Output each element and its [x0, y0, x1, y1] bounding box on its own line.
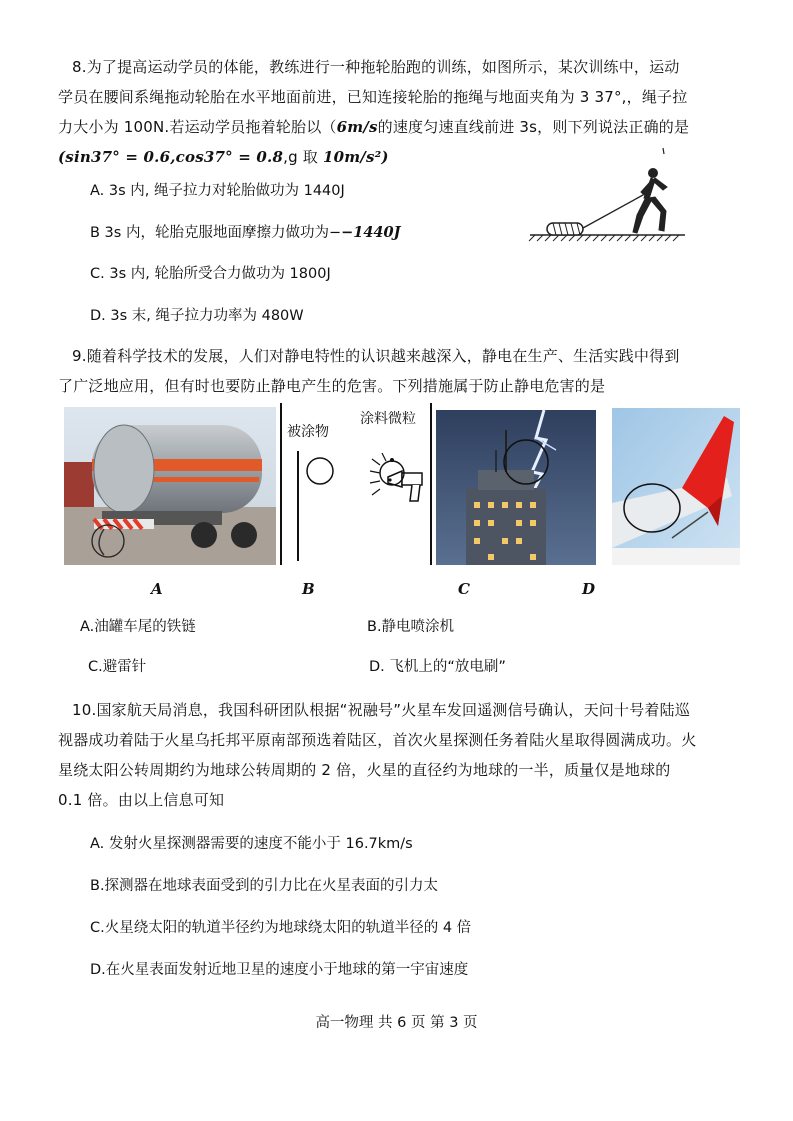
q8-line4-text: ,g 取 — [283, 148, 323, 166]
q8-speed-math: 6m/s — [336, 118, 378, 136]
question-9-stem — [58, 341, 738, 401]
q9-option-b: B.静电喷涂机 — [367, 619, 455, 635]
panel-c-lightning-rod — [436, 410, 596, 565]
q8-option-b — [90, 223, 400, 243]
q10-option-b: B.探测器在地球表面受到的引力比在火星表面的引力太 — [90, 878, 439, 894]
q8-option-c: C. 3s 内, 轮胎所受合力做功为 1800J — [90, 266, 331, 282]
tire-drag-figure — [525, 140, 690, 245]
tow-rope — [583, 195, 643, 228]
tire-icon — [547, 223, 583, 235]
runner-figure — [633, 169, 667, 234]
ground-hatching — [529, 235, 679, 241]
panel-a-tanker-truck — [64, 407, 276, 565]
spray-diagram-lines — [280, 403, 432, 565]
q8-g-math: 10m/s²) — [322, 148, 389, 166]
caption-a: A — [151, 580, 163, 598]
q10-line1: 10.国家航天局消息，我国科研团队根据“祝融号”火星车发回遥测信号确认，天问十号着陆巡 — [72, 701, 691, 719]
q8-line3: 力大小为 100N.若运动学员拖着轮胎以（ — [58, 118, 337, 136]
page-footer: 高一物理 共 6 页 第 3 页 — [315, 1015, 478, 1031]
q10-option-a: A. 发射火星探测器需要的速度不能小于 16.7km/s — [90, 836, 413, 852]
q10-line3: 星绕太阳公转周期约为地球公转周期的 2 倍，火星的直径约为地球的一半，质量仅是地球的 — [58, 761, 671, 779]
q8-trig-math: (sin37° = 0.6,cos37° = 0.8 — [58, 148, 284, 166]
spray-rays — [370, 453, 386, 495]
caption-b: B — [302, 580, 315, 598]
tanker-truck-image — [64, 407, 276, 565]
label-paint-particles: 涂料微粒 — [360, 411, 416, 427]
panel-b-spray-diagram — [280, 403, 432, 565]
caption-d: D — [582, 580, 596, 598]
lightning-building-image — [436, 410, 596, 565]
q10-option-d: D.在火星表面发射近地卫星的速度小于地球的第一宇宙速度 — [90, 962, 469, 978]
q8-line2: 学员在腰间系绳拖动轮胎在水平地面前进，已知连接轮胎的拖绳与地面夹角为 3 37°,，绳子拉 — [58, 88, 688, 106]
q9-option-d: D. 飞机上的“放电刷” — [369, 659, 506, 675]
q9-option-a: A.油罐车尾的铁链 — [80, 619, 196, 635]
q10-option-c: C.火星绕太阳的轨道半径约为地球绕太阳的轨道半径的 4 倍 — [90, 920, 472, 936]
q10-line2: 视器成功着陆于火星乌托邦平原南部预选着陆区，首次火星探测任务着陆火星取得圆满成功。火 — [58, 731, 697, 749]
q9-line2: 了广泛地应用，但有时也要防止静电产生的危害。下列措施属于防止静电危害的是 — [58, 377, 606, 395]
spray-gun-icon — [388, 458, 422, 501]
caption-c: C — [458, 580, 470, 598]
question-10-stem — [58, 695, 738, 815]
label-coated-object: 被涂物 — [287, 424, 329, 440]
q8-option-d: D. 3s 末, 绳子拉力功率为 480W — [90, 308, 304, 324]
wing-image — [612, 408, 740, 565]
panel-d-airplane-wing — [612, 408, 740, 565]
q10-line4: 0.1 倍。由以上信息可知 — [58, 791, 225, 809]
q9-line1: 9.随着科学技术的发展，人们对静电特性的认识越来越深入，静电在生产、生活实践中得到 — [72, 347, 680, 365]
q8-option-b-text: B 3s 内，轮胎克服地面摩擦力做功为− — [90, 225, 342, 241]
figure-mark — [663, 148, 664, 154]
q8-line1: 8.为了提高运动学员的体能，教练进行一种拖轮胎跑的训练，如图所示，某次训练中，运动 — [72, 58, 680, 76]
q9-option-c: C.避雷针 — [88, 659, 147, 675]
q8-option-a: A. 3s 内, 绳子拉力对轮胎做功为 1440J — [90, 183, 345, 199]
q8-line3-end: 的速度匀速直线前进 3s，则下列说法正确的是 — [377, 118, 690, 136]
q8-option-b-math: −1440J — [341, 224, 401, 241]
